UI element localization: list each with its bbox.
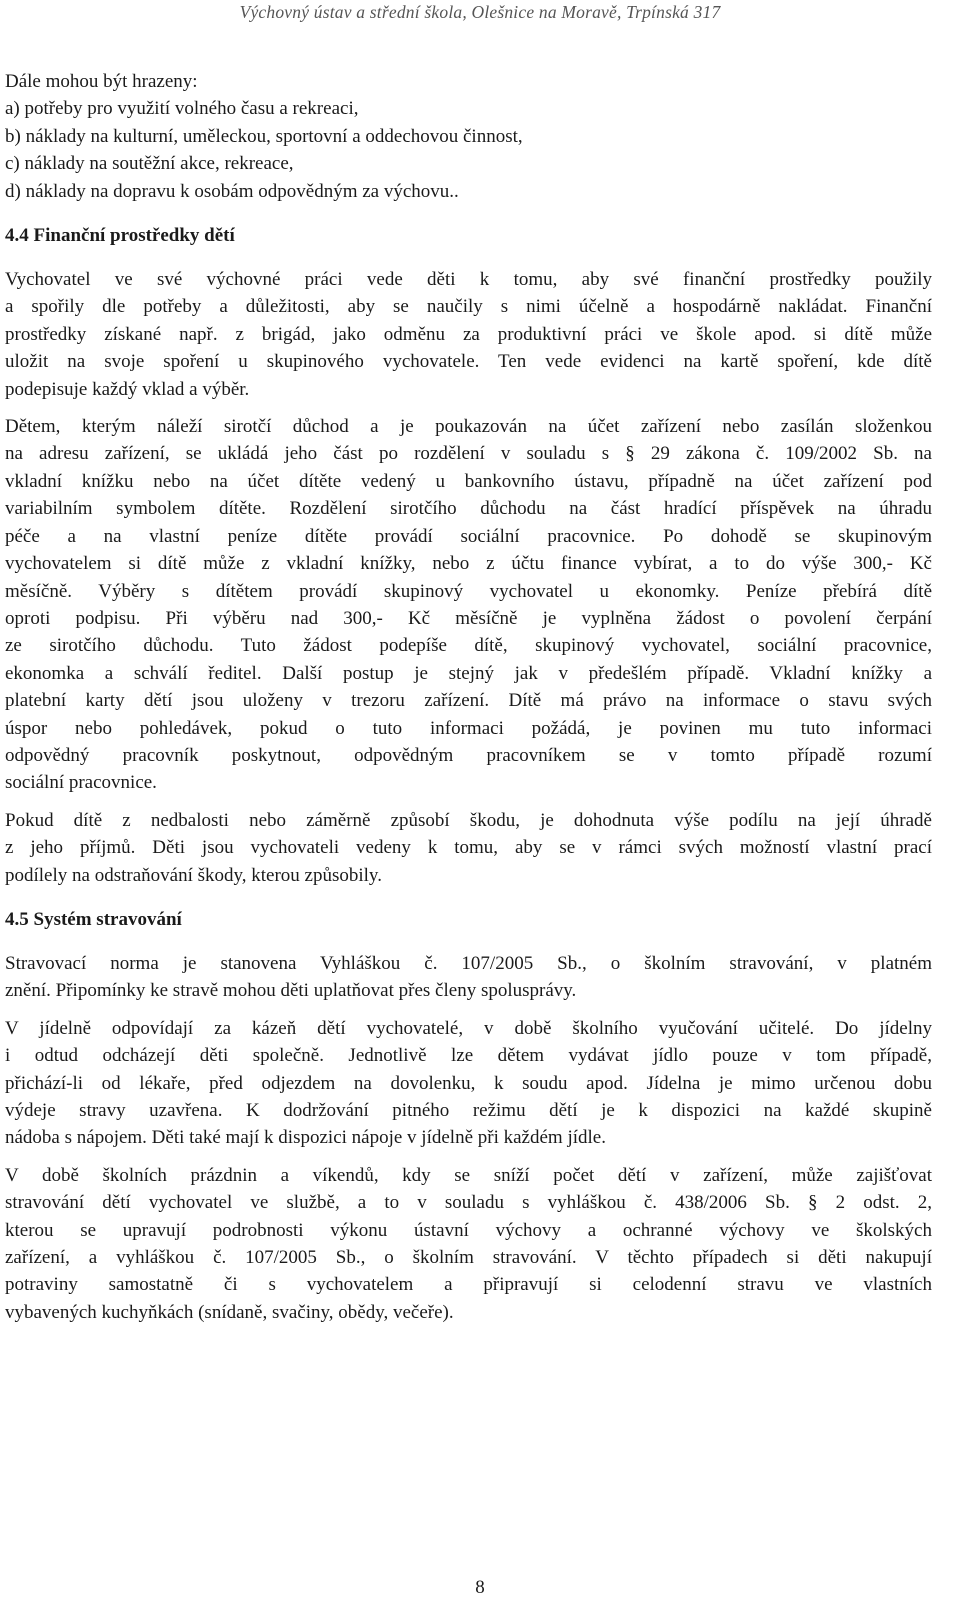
paragraph bbox=[5, 413, 932, 797]
text-line: podepisuje každý vklad a výběr. bbox=[5, 378, 250, 400]
text-line: stravování dětí vychovatel ve službě, a to v souladu s vyhláškou č. 438/2006 Sb. § 2 odst. 2, bbox=[5, 1192, 932, 1214]
paragraph bbox=[5, 807, 932, 889]
text-line: a spořily dle potřeby a důležitosti, aby se naučily s nimi účelně a hospodárně nakládat. Finanční bbox=[5, 296, 932, 318]
section-heading-4-5: 4.5 Systém stravování bbox=[5, 908, 182, 930]
text-line: Pokud dítě z nedbalosti nebo záměrně způsobí škodu, je dohodnuta výše podílu na její úhradě bbox=[5, 809, 932, 831]
text-line: zařízení, a vyhláškou č. 107/2005 Sb., o školním stravování. V těchto případech si děti nakupují bbox=[5, 1247, 932, 1269]
text-line: výdeje stravy uzavřena. K dodržování pitného režimu dětí je k dispozici na každé skupině bbox=[5, 1100, 932, 1121]
text-line: vychovatelem si dítě může z vkladní knížky, nebo z účtu finance vybírat, a to do výše 300,- Kč bbox=[5, 553, 932, 575]
list-item: d) náklady na dopravu k osobám odpovědným za výchovu.. bbox=[5, 180, 459, 202]
text-line: Vychovatel ve své výchovné práci vede děti k tomu, aby své finanční prostředky použily bbox=[5, 269, 932, 291]
text-line: odpovědný pracovník poskytnout, odpovědným pracovníkem se v tomto případě rozumí bbox=[5, 744, 932, 766]
text-line: úspor nebo pohledávek, pokud o tuto informaci požádá, je povinen mu tuto informaci bbox=[5, 717, 932, 739]
text-line: z jeho příjmů. Děti jsou vychovateli vedeny k tomu, aby se v rámci svých možností vlastní prací bbox=[5, 837, 932, 859]
text-line: platební karty dětí jsou uloženy v trezoru zařízení. Dítě má právo na informace o stavu svých bbox=[5, 690, 932, 712]
page-content bbox=[5, 68, 932, 1326]
list-item: c) náklady na soutěžní akce, rekreace, bbox=[5, 153, 294, 175]
text-line: V době školních prázdnin a víkendů, kdy se sníží počet dětí v zařízení, může zajišťovat bbox=[5, 1164, 932, 1186]
text-line: nádoba s nápojem. Děti také mají k dispozici nápoje v jídelně při každém jídle. bbox=[5, 1127, 606, 1149]
section-heading-4-4: 4.4 Finanční prostředky dětí bbox=[5, 225, 235, 247]
text-line: variabilním symbolem dítěte. Rozdělení sirotčího důchodu na část hradící příspěvek na úhradu bbox=[5, 498, 932, 520]
text-line: i odtud odcházejí děti společně. Jednotlivě lze dětem vydávat jídlo pouze v tom případě, bbox=[5, 1045, 932, 1067]
list-intro: Dále mohou být hrazeny: bbox=[5, 71, 198, 92]
paragraph bbox=[5, 1162, 932, 1326]
text-line: na adresu zařízení, se ukládá jeho část po rozdělení v souladu s § 29 zákona č. 109/2002 Sb. na bbox=[5, 443, 932, 465]
list-item: b) náklady na kulturní, uměleckou, sportovní a oddechovou činnost, bbox=[5, 125, 523, 147]
text-line: vybavených kuchyňkách (snídaně, svačiny, obědy, večeře). bbox=[5, 1301, 454, 1323]
page-number: 8 bbox=[475, 1577, 485, 1598]
text-line: V jídelně odpovídají za kázeň dětí vychovatelé, v době školního vyučování učitelé. Do jídelny bbox=[5, 1017, 932, 1039]
text-line: Dětem, kterým náleží sirotčí důchod a je poukazován na účet zařízení nebo zasílán složenkou bbox=[5, 416, 932, 438]
text-line: oproti podpisu. Při výběru nad 300,- Kč měsíčně je vyplněna žádost o povolení čerpání bbox=[5, 607, 932, 629]
paragraph bbox=[5, 950, 932, 1005]
list-block bbox=[5, 68, 932, 205]
text-line: přichází-li od lékaře, před odjezdem na dovolenku, k soudu apod. Jídelna je mimo určenou dobu bbox=[5, 1072, 932, 1094]
text-line: prostředky získané např. z brigád, jako odměnu za produktivní práci ve škole apod. si dítě může bbox=[5, 323, 932, 345]
text-line: podílely na odstraňování škody, kterou způsobily. bbox=[5, 864, 382, 886]
paragraph bbox=[5, 266, 932, 403]
paragraph bbox=[5, 1015, 932, 1152]
text-line: sociální pracovnice. bbox=[5, 772, 157, 794]
text-line: ekonomka a schválí ředitel. Další postup je stejný jak v předešlém případě. Vkladní knížky a bbox=[5, 662, 932, 684]
text-line: kterou se upravují podrobnosti výkonu ústavní výchovy a ochranné výchovy ve školských bbox=[5, 1219, 932, 1241]
text-line: vkladní knížku nebo na účet dítěte vedený u bankovního ústavu, případně na účet zařízení pod bbox=[5, 470, 932, 492]
text-line: Stravovací norma je stanovena Vyhláškou č. 107/2005 Sb., o školním stravování, v platném bbox=[5, 952, 932, 974]
text-line: měsíčně. Výběry s dítětem provádí skupinový vychovatel u ekonomky. Peníze přebírá dítě bbox=[5, 580, 932, 602]
running-header: Výchovný ústav a střední škola, Olešnice na Moravě, Trpínská 317 bbox=[239, 2, 721, 22]
list-item: a) potřeby pro využití volného času a rekreaci, bbox=[5, 98, 359, 120]
text-line: péče a na vlastní peníze dítěte provádí sociální pracovnice. Po dohodě se skupinovým bbox=[5, 525, 932, 547]
text-line: ze sirotčího důchodu. Tuto žádost podepíše dítě, skupinový vychovatel, sociální pracovnice, bbox=[5, 635, 932, 657]
text-line: potraviny samostatně či s vychovatelem a připravují si celodenní stravu ve vlastních bbox=[5, 1274, 932, 1296]
text-line: uložit na svoje spoření u skupinového vychovatele. Ten vede evidenci na kartě spoření, kde dítě bbox=[5, 351, 932, 373]
text-line: znění. Připomínky ke stravě mohou děti uplatňovat přes členy spolusprávy. bbox=[5, 980, 577, 1002]
